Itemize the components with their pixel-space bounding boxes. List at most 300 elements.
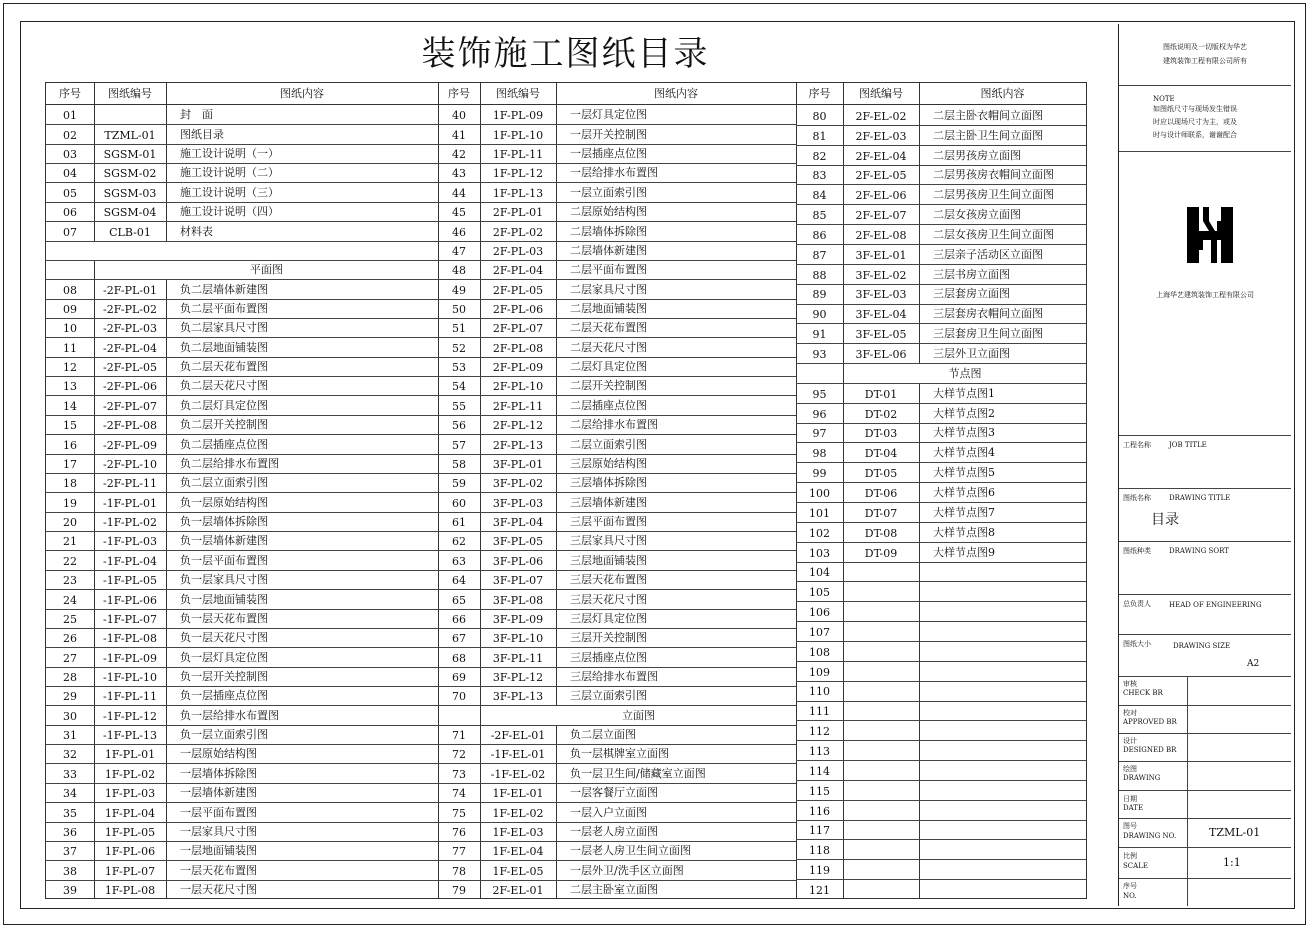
row-content: 负二层平面布置图 — [180, 302, 268, 316]
row-seq: 38 — [63, 864, 77, 878]
note-line-1: 如图纸尺寸与现场发生错误 — [1153, 105, 1237, 113]
row-seq: 55 — [452, 399, 466, 413]
row-content: 大样节点图6 — [933, 485, 995, 499]
table-row — [46, 202, 438, 221]
row-content: 二层插座点位图 — [570, 398, 647, 412]
row-seq: 29 — [63, 690, 77, 704]
row-seq: 54 — [452, 380, 466, 394]
row-code: -2F-PL-02 — [103, 303, 157, 317]
row-code: 3F-PL-08 — [492, 593, 544, 607]
job-title-section — [1119, 436, 1291, 489]
row-code: -1F-PL-10 — [103, 670, 157, 684]
date-label: 日期 — [1123, 795, 1137, 803]
row-content: 一层客餐厅立面图 — [570, 786, 658, 800]
row-code: 2F-EL-07 — [855, 209, 907, 223]
row-code: 1F-PL-08 — [104, 883, 156, 897]
row-seq: 83 — [812, 169, 827, 183]
row-seq: 117 — [809, 824, 830, 838]
row-code: -2F-EL-01 — [490, 729, 546, 743]
row-seq: 110 — [809, 685, 830, 699]
row-code: DT-08 — [864, 526, 898, 540]
scale-row — [1119, 848, 1291, 879]
drawing-row — [1119, 762, 1291, 791]
row-code: 2F-PL-06 — [492, 303, 544, 317]
date-row — [1119, 791, 1291, 819]
row-seq: 05 — [63, 186, 77, 200]
table-row — [438, 725, 796, 744]
table-row — [438, 628, 796, 647]
approved-label: 校对 — [1123, 709, 1137, 717]
row-content: 负一层墙体拆除图 — [180, 515, 268, 529]
table-row — [438, 434, 796, 453]
row-code: 2F-PL-07 — [492, 322, 544, 336]
row-seq: 44 — [452, 186, 466, 200]
row-content: 三层墙体新建图 — [570, 495, 647, 509]
drawing-divider — [1187, 762, 1188, 790]
drawing-size-label-en: DRAWING SIZE — [1173, 642, 1231, 650]
row-seq: 100 — [809, 486, 830, 500]
table-row — [46, 744, 438, 763]
check-row — [1119, 677, 1291, 706]
table-row — [796, 165, 1086, 185]
row-content: 施工设计说明（一） — [180, 147, 279, 161]
table-row — [438, 609, 796, 628]
section-header: 节点图 — [844, 364, 1086, 383]
row-content: 二层墙体新建图 — [570, 243, 647, 257]
row-content: 大样节点图4 — [933, 446, 995, 460]
row-seq: 09 — [63, 303, 77, 317]
drawing-title-label-en: DRAWING TITLE — [1169, 494, 1231, 502]
row-content: 负一层给排水布置图 — [180, 708, 279, 722]
row-seq: 18 — [63, 477, 77, 491]
designed-row — [1119, 734, 1291, 762]
row-seq: 104 — [809, 566, 830, 580]
row-seq: 73 — [452, 767, 466, 781]
row-content: 二层主卧卫生间立面图 — [933, 128, 1043, 142]
table-row — [438, 221, 796, 240]
copyright-section — [1119, 24, 1291, 86]
table-row — [796, 780, 1086, 800]
table-row — [438, 841, 796, 860]
blank-row — [46, 242, 389, 260]
row-content: 二层男孩房卫生间立面图 — [933, 188, 1054, 202]
row-content: 负一层家具尺寸图 — [180, 573, 268, 587]
note-title: NOTE — [1153, 95, 1175, 103]
table-row — [796, 482, 1086, 502]
row-code: 3F-PL-05 — [492, 535, 544, 549]
row-seq: 26 — [63, 632, 77, 646]
row-content: 一层插座点位图 — [570, 147, 647, 161]
sheet-no-label-en: NO. — [1123, 892, 1137, 900]
row-seq: 10 — [63, 322, 77, 336]
row-code: DT-09 — [864, 546, 898, 560]
row-seq: 28 — [63, 670, 77, 684]
table-row — [438, 763, 796, 782]
row-content: 负二层灯具定位图 — [180, 398, 268, 412]
section-header: 立面图 — [481, 706, 796, 724]
row-content: 三层平面布置图 — [570, 515, 647, 529]
row-content: 负二层天花尺寸图 — [180, 379, 268, 393]
copyright-line-1: 图纸说明及一切版权为华艺 — [1163, 43, 1247, 51]
row-content: 三层天花尺寸图 — [570, 592, 647, 606]
note-line-3: 时与设计师联系，谢谢配合 — [1153, 131, 1237, 139]
row-content: 二层立面索引图 — [570, 437, 647, 451]
row-seq: 118 — [809, 844, 830, 858]
designed-label: 设计 — [1123, 737, 1137, 745]
row-seq: 60 — [452, 496, 466, 510]
table-row — [438, 299, 796, 318]
row-seq: 67 — [452, 632, 466, 646]
table-row — [46, 667, 438, 686]
row-seq: 63 — [452, 554, 466, 568]
table-row — [46, 260, 438, 279]
row-seq: 102 — [809, 526, 830, 540]
company-name: 上海华艺建筑装饰工程有限公司 — [1156, 291, 1254, 299]
table-row — [46, 783, 438, 802]
table-row — [438, 570, 796, 589]
row-content: 施工设计说明（三） — [180, 185, 279, 199]
row-seq: 03 — [63, 148, 77, 162]
row-content: 负二层地面铺装图 — [180, 340, 268, 354]
row-content: 大样节点图3 — [933, 426, 995, 440]
row-seq: 121 — [809, 883, 830, 897]
table-row — [46, 512, 438, 531]
row-code: 2F-EL-08 — [855, 228, 907, 242]
row-content: 二层给排水布置图 — [570, 418, 658, 432]
row-seq: 22 — [63, 554, 77, 568]
row-code: DT-01 — [864, 387, 898, 401]
table-row — [46, 182, 438, 201]
row-code: 3F-PL-06 — [492, 554, 544, 568]
row-seq: 46 — [452, 225, 466, 239]
row-content: 三层立面索引图 — [570, 689, 647, 703]
row-seq: 98 — [812, 447, 827, 461]
row-seq: 77 — [452, 845, 466, 859]
title-block — [1118, 24, 1291, 906]
row-code: 1F-PL-03 — [104, 787, 156, 801]
row-code: 1F-PL-12 — [492, 167, 544, 181]
row-code: -2F-PL-01 — [103, 283, 157, 297]
row-code: DT-03 — [864, 427, 898, 441]
table-row — [438, 880, 796, 899]
row-code: 1F-PL-06 — [104, 845, 156, 859]
row-content: 三层套房立面图 — [933, 287, 1010, 301]
job-title-label-en: JOB TITLE — [1169, 441, 1207, 449]
row-code: DT-06 — [864, 486, 898, 500]
row-seq: 96 — [812, 407, 827, 421]
row-seq: 07 — [63, 225, 77, 239]
row-seq: 49 — [452, 283, 466, 297]
table-row — [438, 357, 796, 376]
company-logo-icon — [1187, 207, 1233, 263]
table-row — [438, 105, 796, 124]
table-row — [438, 550, 796, 569]
table-row — [46, 376, 438, 395]
approved-label-en: APPROVED BR — [1123, 718, 1177, 726]
row-seq: 97 — [812, 427, 827, 441]
row-code: -1F-PL-07 — [103, 612, 157, 626]
row-code: 3F-PL-03 — [492, 496, 544, 510]
row-seq: 116 — [809, 804, 830, 818]
row-seq: 112 — [809, 725, 830, 739]
row-seq: 111 — [809, 705, 830, 719]
row-content: 三层插座点位图 — [570, 650, 647, 664]
row-seq: 115 — [809, 784, 830, 798]
drawing-no-label-en: DRAWING NO. — [1123, 832, 1177, 840]
table-row — [796, 423, 1086, 443]
row-seq: 78 — [452, 864, 466, 878]
row-seq: 14 — [63, 399, 77, 413]
row-content: 材料表 — [180, 224, 213, 238]
table-row — [438, 744, 796, 763]
row-content: 二层灯具定位图 — [570, 360, 647, 374]
row-code: 2F-PL-01 — [492, 206, 544, 220]
row-code: 1F-PL-01 — [104, 748, 156, 762]
row-content: 一层平面布置图 — [180, 805, 257, 819]
row-content: 一层地面铺装图 — [180, 844, 257, 858]
row-seq: 62 — [452, 535, 466, 549]
row-content: 一层灯具定位图 — [570, 108, 647, 122]
row-content: 二层平面布置图 — [570, 263, 647, 277]
drawing-sort-label-en: DRAWING SORT — [1169, 547, 1229, 555]
row-code: 3F-PL-02 — [492, 477, 544, 491]
table-row — [438, 589, 796, 608]
scale-label-en: SCALE — [1123, 862, 1148, 870]
row-seq: 16 — [63, 438, 77, 452]
table-row — [796, 304, 1086, 324]
row-code: 3F-PL-10 — [492, 632, 544, 646]
row-code: 2F-PL-09 — [492, 361, 544, 375]
table-row — [796, 820, 1086, 840]
row-seq: 107 — [809, 625, 830, 639]
row-code: DT-04 — [864, 447, 898, 461]
row-code: 3F-PL-01 — [492, 457, 544, 471]
row-content: 负二层家具尺寸图 — [180, 321, 268, 335]
table-row — [46, 647, 438, 666]
row-code: -2F-PL-11 — [103, 477, 157, 491]
row-code: 3F-PL-09 — [492, 612, 544, 626]
table-row — [796, 879, 1086, 899]
index-column-3 — [796, 83, 1086, 898]
row-code: -1F-PL-08 — [103, 632, 157, 646]
row-seq: 106 — [809, 606, 830, 620]
row-seq: 35 — [63, 806, 77, 820]
head-label-en: HEAD OF ENGINEERING — [1169, 601, 1262, 609]
table-row — [796, 442, 1086, 462]
drawing-title-section — [1119, 489, 1291, 542]
row-content: 负一层天花布置图 — [180, 611, 268, 625]
row-seq: 84 — [812, 189, 827, 203]
date-label-en: DATE — [1123, 804, 1144, 812]
table-row — [46, 105, 438, 124]
row-seq: 13 — [63, 380, 77, 394]
table-row — [796, 502, 1086, 522]
row-content: 一层墙体拆除图 — [180, 766, 257, 780]
copyright-line-2: 建筑装饰工程有限公司所有 — [1163, 57, 1247, 65]
row-seq: 88 — [812, 268, 827, 282]
row-code: 2F-EL-03 — [855, 129, 907, 143]
header-content: 图纸内容 — [654, 87, 698, 100]
table-row — [796, 522, 1086, 542]
row-seq: 119 — [809, 864, 830, 878]
table-row — [438, 512, 796, 531]
row-content: 大样节点图9 — [933, 545, 995, 559]
row-code: 1F-PL-05 — [104, 825, 156, 839]
row-content: 负一层地面铺装图 — [180, 592, 268, 606]
row-code: 1F-EL-03 — [492, 825, 544, 839]
row-content: 负一层灯具定位图 — [180, 650, 268, 664]
row-code: TZML-01 — [104, 128, 156, 142]
row-code: -2F-PL-03 — [103, 322, 157, 336]
row-seq: 80 — [812, 109, 827, 123]
row-code: 1F-EL-05 — [492, 864, 544, 878]
row-content: 三层天花布置图 — [570, 573, 647, 587]
table-row — [46, 860, 438, 879]
row-content: 二层男孩房立面图 — [933, 148, 1021, 162]
table-row — [796, 125, 1086, 145]
row-content: 负二层墙体新建图 — [180, 282, 268, 296]
row-content: 大样节点图5 — [933, 466, 995, 480]
row-seq: 51 — [452, 322, 466, 336]
row-seq: 02 — [63, 128, 77, 142]
row-content: 大样节点图1 — [933, 386, 995, 400]
row-content: 二层原始结构图 — [570, 205, 647, 219]
table-row — [438, 124, 796, 143]
row-content: 二层女孩房立面图 — [933, 208, 1021, 222]
table-row — [46, 763, 438, 782]
row-content: 负一层平面布置图 — [180, 553, 268, 567]
designed-label-en: DESIGNED BR — [1123, 746, 1177, 754]
designed-divider — [1187, 734, 1188, 761]
row-code: SGSM-02 — [103, 167, 157, 181]
table-row — [46, 144, 438, 163]
row-code: 3F-EL-02 — [855, 268, 907, 282]
table-row — [438, 337, 796, 356]
table-row — [796, 621, 1086, 641]
table-row — [46, 473, 438, 492]
table-row — [46, 124, 438, 143]
row-code: -1F-PL-03 — [103, 535, 157, 549]
row-code: -1F-PL-11 — [103, 690, 157, 704]
row-content: 负二层给排水布置图 — [180, 456, 279, 470]
check-divider — [1187, 677, 1188, 705]
table-row — [46, 299, 438, 318]
table-row — [438, 802, 796, 821]
row-content: 一层天花布置图 — [180, 863, 257, 877]
row-seq: 37 — [63, 845, 77, 859]
table-row — [46, 705, 438, 724]
table-row — [796, 839, 1086, 859]
row-seq: 81 — [812, 129, 827, 143]
table-row — [796, 244, 1086, 264]
table-row — [796, 581, 1086, 601]
table-row — [796, 720, 1086, 740]
row-seq: 20 — [63, 516, 77, 530]
table-row — [46, 337, 438, 356]
row-code: 2F-PL-13 — [492, 438, 544, 452]
row-content: 三层灯具定位图 — [570, 611, 647, 625]
table-row — [438, 705, 796, 724]
row-seq: 66 — [452, 612, 466, 626]
row-content: 负二层立面索引图 — [180, 476, 268, 490]
row-content: 三层书房立面图 — [933, 267, 1010, 281]
approved-row — [1119, 706, 1291, 734]
row-content: 三层原始结构图 — [570, 456, 647, 470]
table-row — [46, 609, 438, 628]
row-seq: 41 — [452, 128, 466, 142]
row-seq: 90 — [812, 308, 827, 322]
row-content: 一层墙体新建图 — [180, 786, 257, 800]
row-content: 负一层开关控制图 — [180, 669, 268, 683]
table-header — [438, 83, 796, 105]
row-seq: 32 — [63, 748, 77, 762]
row-seq: 57 — [452, 438, 466, 452]
table-row — [46, 241, 438, 260]
table-row — [796, 740, 1086, 760]
drawing-sort-label: 图纸种类 — [1123, 547, 1151, 555]
drawing-by-label-en: DRAWING — [1123, 774, 1161, 782]
row-seq: 95 — [812, 387, 827, 401]
row-seq: 34 — [63, 787, 77, 801]
table-row — [796, 284, 1086, 304]
row-seq: 40 — [452, 109, 466, 123]
row-code: -1F-EL-01 — [490, 748, 546, 762]
row-code: 1F-PL-02 — [104, 767, 156, 781]
row-content: 一层老人房卫生间立面图 — [570, 844, 691, 858]
row-seq: 86 — [812, 228, 827, 242]
row-code: -1F-PL-05 — [103, 574, 157, 588]
table-row — [46, 318, 438, 337]
drawing-index-table — [45, 82, 1087, 899]
index-column-2 — [438, 83, 796, 898]
table-row — [796, 562, 1086, 582]
row-seq: 01 — [63, 109, 77, 123]
row-seq: 68 — [452, 651, 466, 665]
row-seq: 30 — [63, 709, 77, 723]
drawing-size-section — [1119, 635, 1291, 677]
row-seq: 04 — [63, 167, 77, 181]
row-seq: 64 — [452, 574, 466, 588]
drawing-size-label: 图纸大小 — [1123, 640, 1151, 648]
header-seq: 序号 — [59, 87, 81, 100]
row-code: 2F-PL-02 — [492, 225, 544, 239]
row-content: 一层原始结构图 — [180, 747, 257, 761]
row-seq: 105 — [809, 586, 830, 600]
row-code: 2F-PL-05 — [492, 283, 544, 297]
index-column-1 — [46, 83, 438, 898]
row-seq: 36 — [63, 825, 77, 839]
row-content: 三层地面铺装图 — [570, 553, 647, 567]
row-seq: 93 — [812, 348, 827, 362]
drawing-no-row — [1119, 819, 1291, 848]
table-row — [46, 725, 438, 744]
row-content: 负一层原始结构图 — [180, 495, 268, 509]
row-content: 三层亲子活动区立面图 — [933, 247, 1043, 261]
row-seq: 91 — [812, 328, 827, 342]
table-row — [46, 802, 438, 821]
table-row — [438, 454, 796, 473]
row-code: -2F-PL-06 — [103, 380, 157, 394]
row-seq: 114 — [809, 764, 830, 778]
row-seq: 74 — [452, 787, 466, 801]
row-seq: 23 — [63, 574, 77, 588]
table-row — [796, 343, 1086, 363]
row-seq: 06 — [63, 206, 77, 220]
drawing-by-label: 绘图 — [1123, 765, 1137, 773]
row-content: 二层家具尺寸图 — [570, 282, 647, 296]
table-row — [796, 800, 1086, 820]
table-row — [438, 376, 796, 395]
